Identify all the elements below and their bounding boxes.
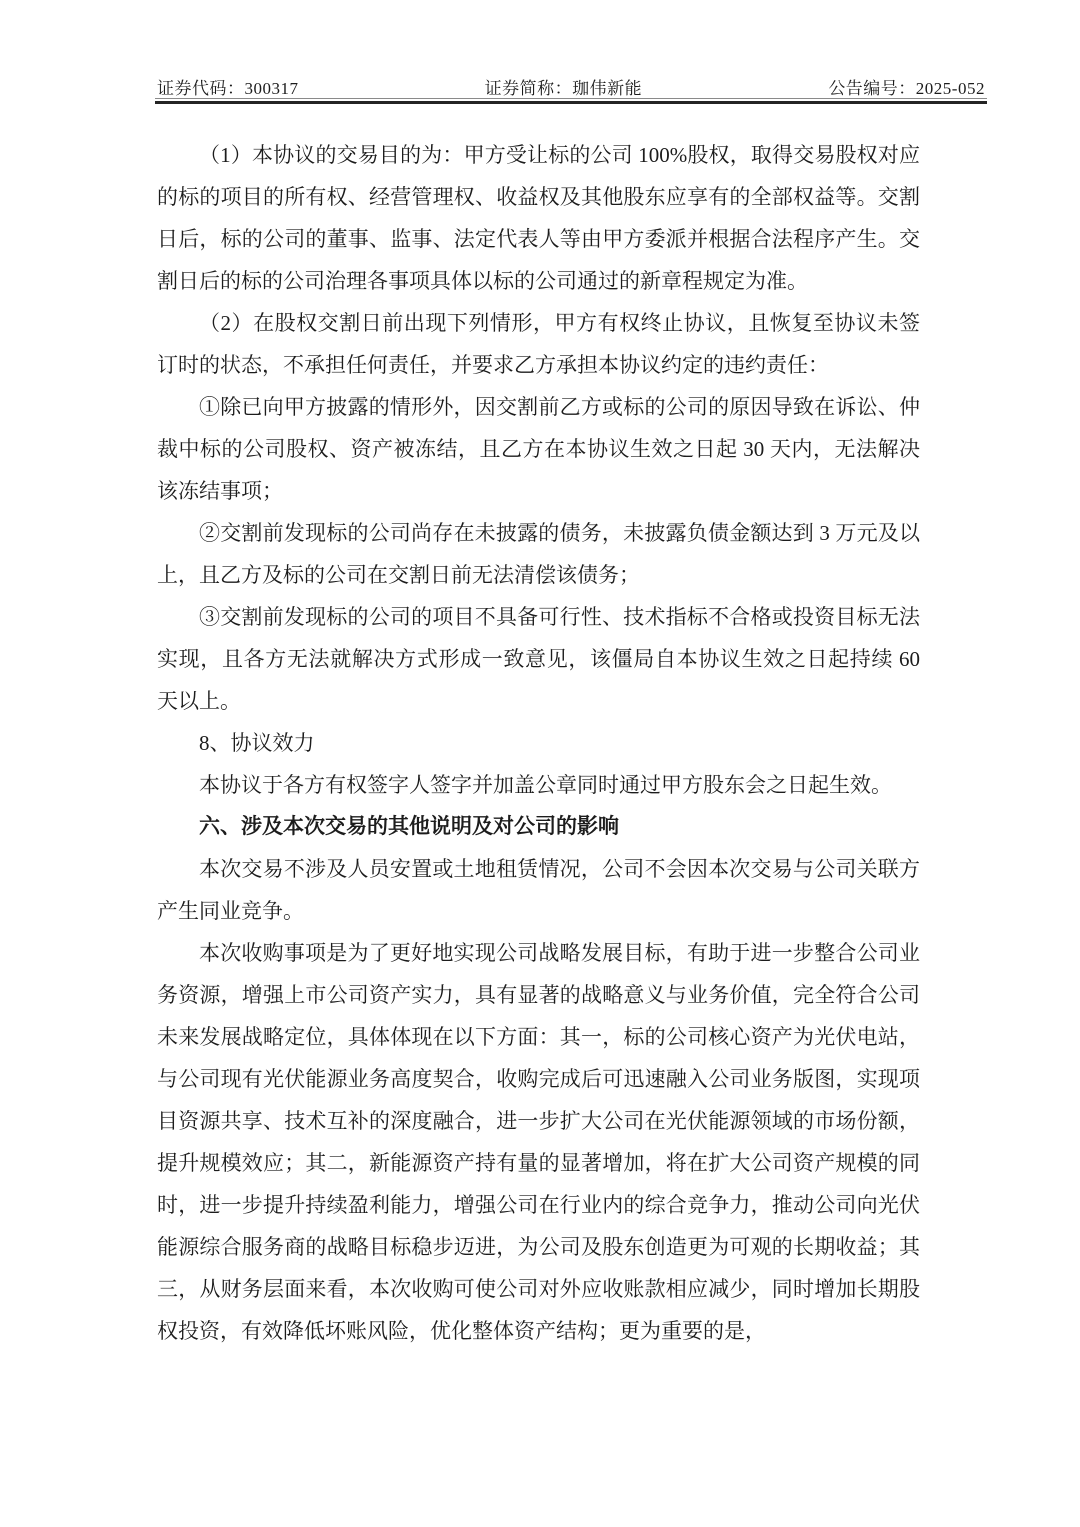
header-divider — [155, 98, 987, 104]
document-body — [157, 134, 920, 1352]
paragraph-agreement-effect: 本协议于各方有权签字人签字并加盖公章同时通过甲方股东会之日起生效。 — [199, 773, 892, 797]
paragraph-condition-3: ③交割前发现标的公司的项目不具备可行性、技术指标不合格或投资目标无法实现，且各方无法就解决方式形成一致意见，该僵局自本协议生效之日起持续 60 天以上。 — [157, 605, 920, 713]
paragraph-agreement-purpose: （1）本协议的交易目的为：甲方受让标的公司 100%股权，取得交易股权对应的标的项目的所有权、经营管理权、收益权及其他股东应享有的全部权益等。交割日后，标的公司的董事、监事、法定代表人等由甲方委派并根据合法程序产生。交割日后的标的公司治理各事项具体以标的公司通过的新章程规定为准。 — [157, 143, 920, 293]
announcement-number: 公告编号：2025-052 — [828, 79, 985, 98]
paragraph-condition-1: ①除已向甲方披露的情形外，因交割前乙方或标的公司的原因导致在诉讼、仲裁中标的公司股权、资产被冻结，且乙方在本协议生效之日起 30 天内，无法解决该冻结事项； — [157, 395, 920, 503]
paragraph-no-competition: 本次交易不涉及人员安置或土地租赁情况，公司不会因本次交易与公司关联方产生同业竞争。 — [157, 857, 920, 923]
stock-name: 证券简称：珈伟新能 — [484, 79, 643, 98]
paragraph-termination-clause: （2）在股权交割日前出现下列情形，甲方有权终止协议，且恢复至协议未签订时的状态，不承担任何责任，并要求乙方承担本协议约定的违约责任： — [157, 311, 920, 377]
document-header — [157, 74, 985, 99]
stock-code: 证券代码：300317 — [157, 79, 299, 98]
paragraph-agreement-effect-title: 8、协议效力 — [199, 731, 315, 755]
paragraph-condition-2: ②交割前发现标的公司尚存在未披露的债务，未披露负债金额达到 3 万元及以上，且乙方及标的公司在交割日前无法清偿该债务； — [157, 521, 920, 587]
section-heading-other-notes: 六、涉及本次交易的其他说明及对公司的影响 — [199, 815, 619, 838]
paragraph-acquisition-benefits: 本次收购事项是为了更好地实现公司战略发展目标，有助于进一步整合公司业务资源，增强上市公司资产实力，具有显著的战略意义与业务价值，完全符合公司未来发展战略定位，具体体现在以下方面：其一，标的公司核心资产为光伏电站，与公司现有光伏能源业务高度契合，收购完成后可迅速融入公司业务版图，实现项目资源共享、技术互补的深度融合，进一步扩大公司在光伏能源领域的市场份额，提升规模效应；其二，新能源资产持有量的显著增加，将在扩大公司资产规模的同时，进一步提升持续盈利能力，增强公司在行业内的综合竞争力，推动公司向光伏能源综合服务商的战略目标稳步迈进，为公司及股东创造更为可观的长期收益；其三，从财务层面来看，本次收购可使公司对外应收账款相应减少，同时增加长期股权投资，有效降低坏账风险，优化整体资产结构；更为重要的是， — [157, 941, 920, 1343]
